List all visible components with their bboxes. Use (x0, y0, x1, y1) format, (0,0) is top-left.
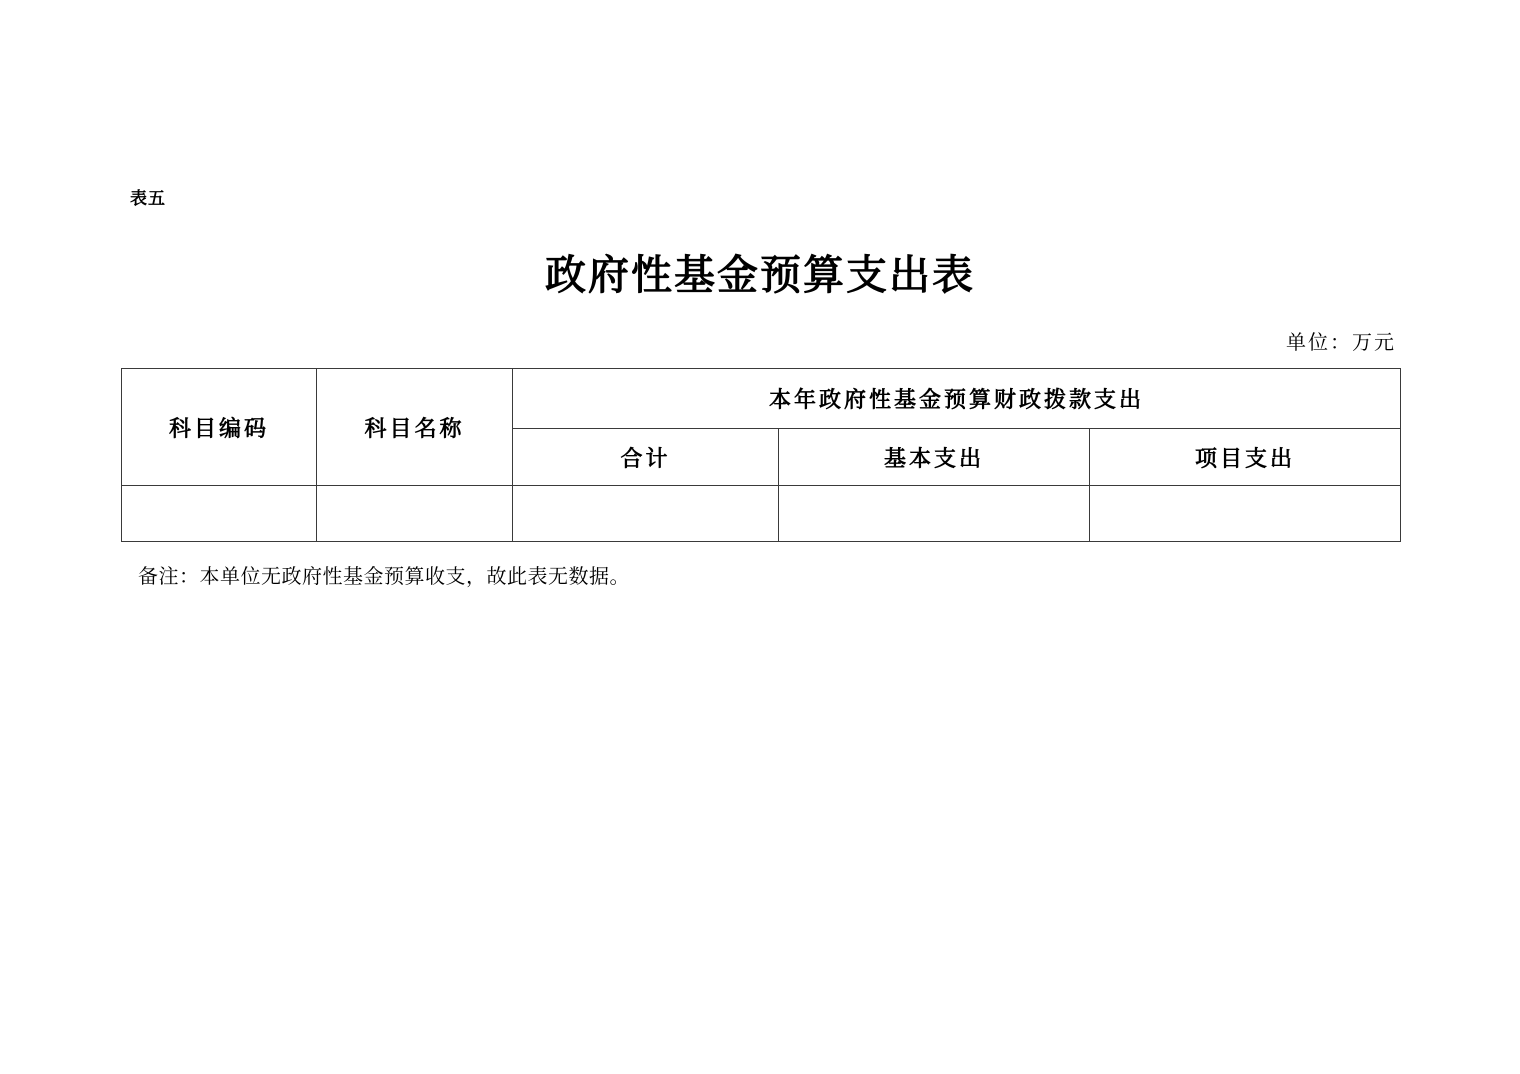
budget-table (121, 368, 1401, 542)
cell-total (513, 486, 779, 542)
cell-project-expenditure (1090, 486, 1401, 542)
table-row (122, 486, 1401, 542)
cell-subject-name (317, 486, 513, 542)
unit-note: 单位：万元 (1286, 332, 1396, 354)
cell-subject-code (122, 486, 317, 542)
cell-basic-expenditure (779, 486, 1090, 542)
table-header-row-1 (122, 369, 1401, 429)
column-header-subject-name: 科目名称 (317, 369, 513, 486)
column-header-basic-expenditure: 基本支出 (779, 429, 1090, 486)
column-header-project-expenditure: 项目支出 (1090, 429, 1401, 486)
foot-note: 备注：本单位无政府性基金预算收支，故此表无数据。 (138, 566, 630, 588)
column-group-header-fund-expenditure: 本年政府性基金预算财政拨款支出 (513, 369, 1401, 429)
sheet-label: 表五 (130, 189, 166, 208)
column-header-subject-code: 科目编码 (122, 369, 317, 486)
page-title: 政府性基金预算支出表 (545, 252, 975, 298)
column-header-total: 合计 (513, 429, 779, 486)
